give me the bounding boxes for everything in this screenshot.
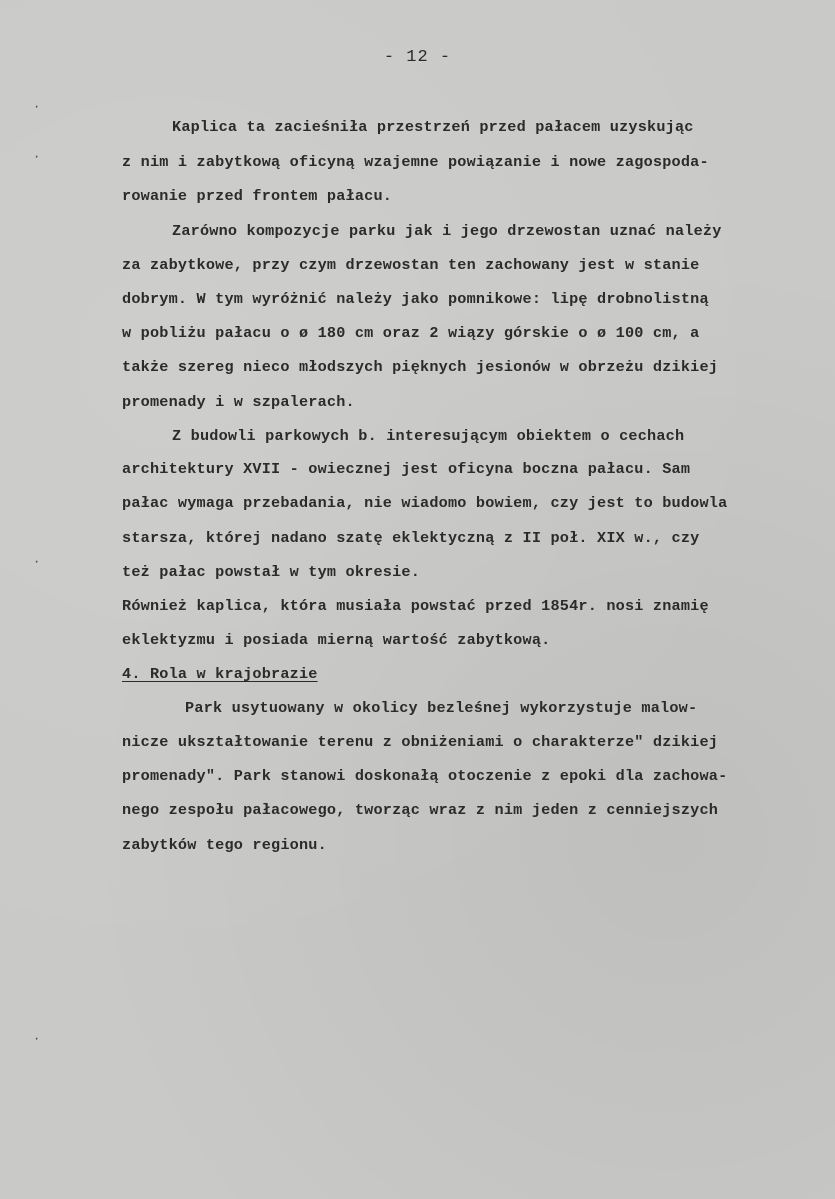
text-line: Z budowli parkowych b. interesującym obiektem o cechach: [172, 427, 685, 445]
binding-hole-mark: ·: [33, 100, 41, 114]
text-line: eklektyzmu i posiada mierną wartość zabytkową.: [122, 631, 551, 649]
text-line: rowanie przed frontem pałacu.: [122, 187, 393, 205]
text-line: starsza, której nadano szatę eklektyczną z II poł. XIX w., czy: [122, 529, 700, 547]
text-line: nicze ukształtowanie terenu z obniżeniami o charakterze" dzikiej: [122, 733, 719, 751]
text-line: zabytków tego regionu.: [122, 836, 327, 854]
text-line: Park usytuowany w okolicy bezleśnej wykorzystuje malow-: [185, 699, 698, 717]
text-line: Również kaplica, która musiała powstać przed 1854r. nosi znamię: [122, 597, 709, 615]
binding-hole-mark: ·: [33, 555, 41, 569]
text-line: też pałac powstał w tym okresie.: [122, 563, 421, 581]
text-line: architektury XVII - owiecznej jest oficyna boczna pałacu. Sam: [122, 460, 691, 478]
binding-hole-mark: ·: [33, 1032, 41, 1046]
text-line: Zarówno kompozycje parku jak i jego drzewostan uznać należy: [172, 222, 722, 240]
text-line: Kaplica ta zacieśniła przestrzeń przed pałacem uzyskując: [172, 118, 694, 136]
text-line: promenady". Park stanowi doskonałą otoczenie z epoki dla zachowa-: [122, 767, 728, 785]
page-number: - 12 -: [383, 48, 452, 67]
text-line: za zabytkowe, przy czym drzewostan ten zachowany jest w stanie: [122, 256, 700, 274]
binding-hole-mark: ·: [33, 150, 41, 164]
text-line: także szereg nieco młodszych pięknych jesionów w obrzeżu dzikiej: [122, 358, 719, 376]
text-line: nego zespołu pałacowego, tworząc wraz z nim jeden z cenniejszych: [122, 801, 719, 819]
text-line: dobrym. W tym wyróżnić należy jako pomnikowe: lipę drobnolistną: [122, 290, 709, 308]
text-line: z nim i zabytkową oficyną wzajemne powiązanie i nowe zagospoda-: [122, 153, 709, 171]
text-line: promenady i w szpalerach.: [122, 393, 355, 411]
text-line: pałac wymaga przebadania, nie wiadomo bowiem, czy jest to budowla: [122, 494, 728, 512]
section-heading: 4. Rola w krajobrazie: [122, 665, 318, 683]
text-line: w pobliżu pałacu o ø 180 cm oraz 2 wiązy górskie o ø 100 cm, a: [122, 324, 700, 342]
